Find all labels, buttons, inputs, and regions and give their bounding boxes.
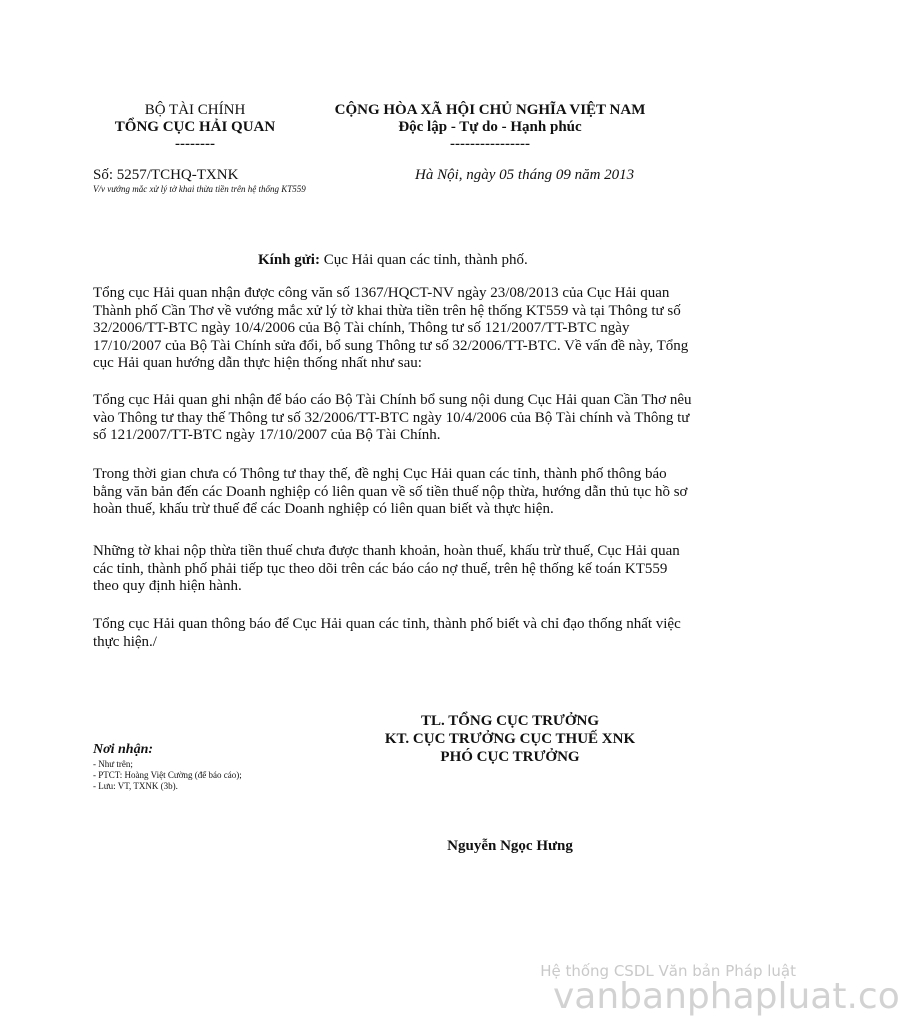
body-paragraph-3: Trong thời gian chưa có Thông tư thay thế, đề nghị Cục Hải quan các tỉnh, thành phố thông báo bằng văn bản đến các Doanh nghiệp có liên quan về số tiền thuế nộp thừa, hướng dẫn thủ tục hồ sơ hoàn thuế, khấu trừ thuế để các Doanh nghiệp có liên quan biết và thực hiện. — [93, 466, 688, 517]
body-paragraph-1: Tổng cục Hải quan nhận được công văn số 1367/HQCT-NV ngày 23/08/2013 của Cục Hải quan Thành phố Cần Thơ về vướng mắc xử lý tờ khai thừa tiền trên hệ thống KT559 và tại Thông tư số 32/2006/TT-BTC ngày 10/4/2006 của Bộ Tài chính, Thông tư số 121/2007/TT-BTC ngày 17/10/2007 của Bộ Tài Chính sửa đổi, bổ sung Thông tư số 32/2006/TT-BTC. Về vấn đề này, Tổng cục Hải quan hướng dẫn thực hiện thống nhất như sau: — [93, 285, 689, 371]
recipients-list — [93, 759, 242, 792]
signature-line-1: TL. TỔNG CỤC TRƯỞNG — [420, 713, 600, 729]
watermark-caption: Hệ thống CSDL Văn bản Pháp luật — [540, 962, 796, 980]
signature-line-3: PHÓ CỤC TRƯỞNG — [440, 749, 580, 765]
recipients-item: - PTCT: Hoàng Việt Cường (để báo cáo); — [93, 770, 242, 780]
national-header-block — [300, 102, 680, 153]
recipient-line — [258, 252, 528, 269]
signature-line-2: KT. CỤC TRƯỞNG CỤC THUẾ XNK — [384, 731, 636, 747]
recipients-item: - Như trên; — [93, 759, 133, 769]
body-paragraph-5: Tổng cục Hải quan thông báo để Cục Hải quan các tỉnh, thành phố biết và chỉ đạo thống nhất việc thực hiện./ — [93, 616, 681, 650]
ministry-name: BỘ TÀI CHÍNH — [144, 102, 246, 118]
recipient-value: Cục Hải quan các tỉnh, thành phố. — [319, 252, 528, 268]
issuer-separator: -------- — [175, 136, 215, 152]
motto: Độc lập - Tự do - Hạnh phúc — [398, 119, 582, 135]
department-name: TỔNG CỤC HẢI QUAN — [114, 119, 276, 135]
body-paragraph-4: Những tờ khai nộp thừa tiền thuế chưa được thanh khoản, hoàn thuế, khấu trừ thuế, Cục Hải quan các tỉnh, thành phố phải tiếp tục theo dõi trên các báo cáo nợ thuế, trên hệ thống kế toán KT559 theo quy định hiện hành. — [93, 543, 680, 594]
recipient-label: Kính gửi: — [258, 252, 320, 268]
watermark-domain: vanbanphapluat.co — [553, 976, 900, 1017]
document-subject: V/v vướng mắc xử lý tờ khai thừa tiền trên hệ thống KT559 — [93, 184, 306, 194]
recipients-title: Nơi nhận: — [93, 742, 154, 757]
signer-name: Nguyễn Ngọc Hưng — [447, 838, 573, 854]
document-number: Số: 5257/TCHQ-TXNK — [93, 167, 239, 183]
signature-block — [345, 712, 675, 766]
issuer-block — [95, 102, 295, 153]
motto-separator: ---------------- — [450, 136, 530, 152]
document-date: Hà Nội, ngày 05 tháng 09 năm 2013 — [415, 167, 635, 183]
body-paragraph-2: Tổng cục Hải quan ghi nhận để báo cáo Bộ Tài Chính bổ sung nội dung Cục Hải quan Cần Thơ nêu vào Thông tư thay thế Thông tư số 32/2006/TT-BTC ngày 10/4/2006 của Bộ Tài chính và Thông tư số 121/2007/TT-BTC ngày 17/10/2007 của Bộ Tài Chính. — [93, 392, 692, 443]
country-name: CỘNG HÒA XÃ HỘI CHỦ NGHĨA VIỆT NAM — [334, 102, 646, 118]
recipients-item: - Lưu: VT, TXNK (3b). — [93, 781, 178, 791]
